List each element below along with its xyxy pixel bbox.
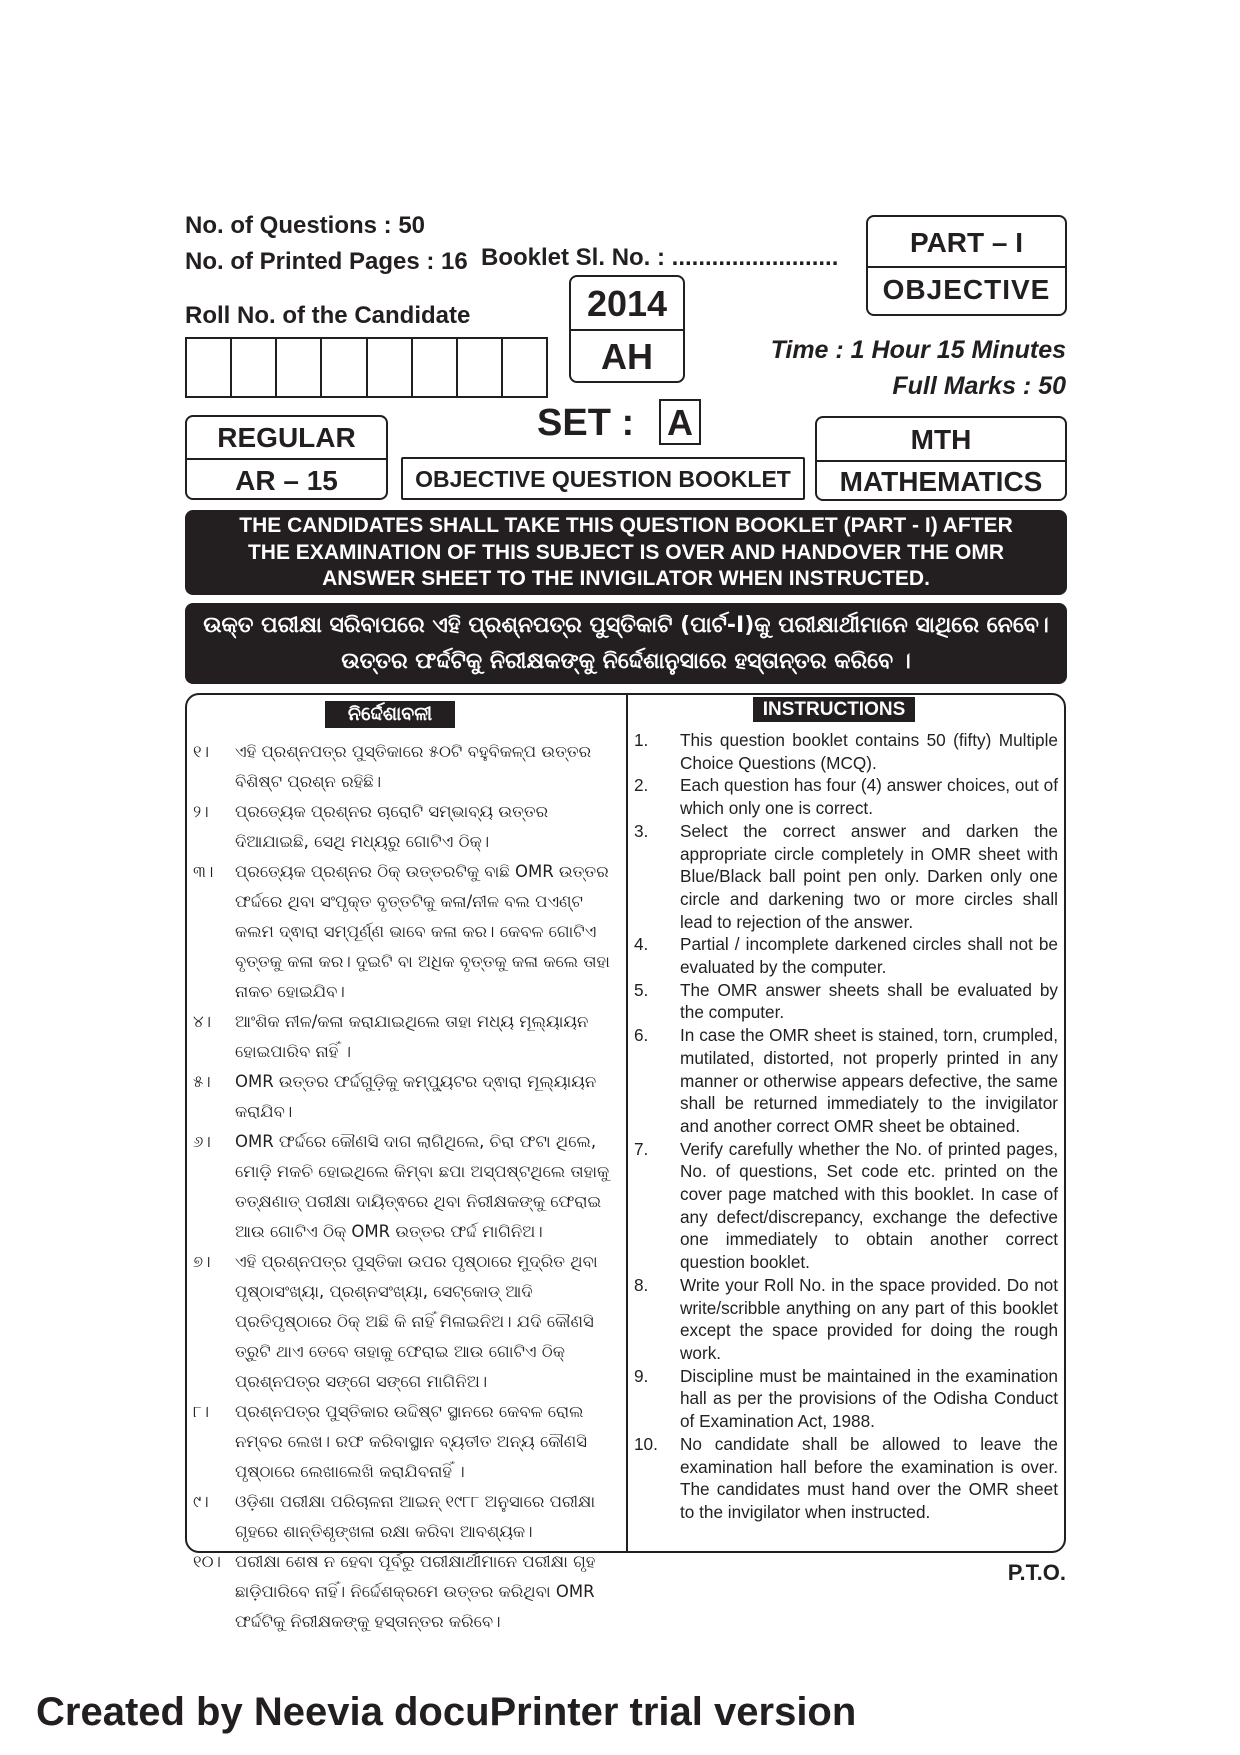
subject-code: MTH <box>910 424 972 455</box>
item-number: 3. <box>634 820 649 841</box>
english-instructions-heading: INSTRUCTIONS <box>753 697 915 722</box>
subject-box <box>815 416 1067 501</box>
time-allowed: Time : 1 Hour 15 Minutes <box>770 336 1066 364</box>
item-text: ପ୍ରଶ୍ନପତ୍ର ପୁସ୍ତିକାର ଉଦ୍ଦିଷ୍ଟ ସ୍ଥାନରେ କେବଳ ରୋଲ ନମ୍ବର ଲେଖ। ରଫ କରିବାସ୍ଥାନ ବ୍ୟତୀତ ଅନ୍ୟ କୌଣସି ପୃଷ୍ଠାରେ ଲେଖାଲେଖି କରାଯିବନାହିଁ । <box>235 1402 588 1481</box>
odia-instructions-list <box>193 737 613 1637</box>
item-number: ୭। <box>193 1252 211 1271</box>
item-number: 2. <box>634 775 649 796</box>
ar-code: AR – 15 <box>235 465 338 496</box>
item-number: 5. <box>634 979 649 1000</box>
part-box <box>866 215 1067 316</box>
item-text: OMR ଉତ୍ତର ଫର୍ଦ୍ଦଗୁଡ଼ିକୁ କମ୍ପ୍ୟୁଟର ଦ୍ଵାରା ମୂଲ୍ୟାୟନ କରାଯିବ। <box>235 1072 597 1121</box>
english-notice-banner <box>185 510 1067 595</box>
item-number: 6. <box>634 1025 649 1046</box>
item-number: ୧। <box>193 742 210 761</box>
item-text: In case the OMR sheet is stained, torn, crumpled, mutilated, distorted, not properly printed in any manner or otherwise appears defective, the same shall be returned immediately to the invigilator and another correct OMR sheet be obtained. <box>680 1025 1058 1136</box>
list-item <box>193 1547 613 1637</box>
objective-label: OBJECTIVE <box>882 274 1051 305</box>
item-number: ୧୦। <box>193 1552 221 1571</box>
item-text: Partial / incomplete darkened circles shall not be evaluated by the computer. <box>680 934 1058 978</box>
subject-name: MATHEMATICS <box>839 466 1043 497</box>
set-value: A <box>659 399 701 445</box>
list-item <box>634 774 1058 819</box>
list-item <box>634 933 1058 978</box>
exam-code: AH <box>601 336 653 377</box>
item-text: This question booklet contains 50 (fifty) Multiple Choice Questions (MCQ). <box>680 730 1058 773</box>
item-text: ଏହି ପ୍ରଶ୍ନପତ୍ର ପୁସ୍ତିକାରେ ୫୦ଟି ବହୁବିକଳ୍ପ ଉତ୍ତର ବିଶିଷ୍ଟ ପ୍ରଶ୍ନ ରହିଛି। <box>235 742 592 791</box>
list-item <box>193 857 613 1007</box>
item-number: ୨। <box>193 802 209 821</box>
set-label: SET : <box>537 402 635 444</box>
banner-line: ANSWER SHEET TO THE INVIGILATOR WHEN INSTRUCTED. <box>322 567 930 590</box>
item-number: ୬। <box>193 1132 211 1151</box>
odia-instructions-heading: ନିର୍ଦ୍ଦେଶାବଳୀ <box>325 701 455 728</box>
item-text: Select the correct answer and darken the appropriate circle completely in OMR sheet with Blue/Black ball point pen only. Darken only one circle and darkening two or more circles shall lead to rejection of the answer. <box>680 820 1058 932</box>
banner-line: THE CANDIDATES SHALL TAKE THIS QUESTION BOOKLET (PART - I) AFTER <box>239 514 1013 537</box>
list-item <box>193 1067 613 1127</box>
item-text: ପରୀକ୍ଷା ଶେଷ ନ ହେବା ପୂର୍ବରୁ ପରୀକ୍ଷାର୍ଥୀମାନେ ପରୀକ୍ଷା ଗୃହ ଛାଡ଼ିପାରିବେ ନାହିଁ। ନିର୍ଦ୍ଦେଶକ୍ରମେ ଉତ୍ତର କରିଥିବା OMR ଫର୍ଦ୍ଦଟିକୁ ନିରୀକ୍ଷକଙ୍କୁ ହସ୍ତାନ୍ତର କରିବେ। <box>235 1552 596 1631</box>
part-label: PART – I <box>909 227 1024 258</box>
item-number: 10. <box>634 1433 658 1454</box>
item-text: Discipline must be maintained in the examination hall as per the provisions of the Odisha Conduct of Examination Act, 1988. <box>680 1365 1058 1432</box>
item-number: 9. <box>634 1365 649 1386</box>
banner-line: THE EXAMINATION OF THIS SUBJECT IS OVER AND HANDOVER THE OMR <box>247 540 1005 564</box>
roll-number-cell[interactable] <box>187 339 232 396</box>
exam-year: 2014 <box>586 283 668 324</box>
list-item <box>634 1024 1058 1138</box>
list-item <box>634 1433 1058 1524</box>
regular-box <box>185 415 388 500</box>
booklet-type-label: OBJECTIVE QUESTION BOOKLET <box>415 466 791 492</box>
banner-line: ଉକ୍ତ ପରୀକ୍ଷା ସରିବାପରେ ଏହି ପ୍ରଶ୍ନପତ୍ର ପୁସ୍ତିକାଟି (ପାର୍ଟ-I)କୁ ପରୀକ୍ଷାର୍ଥୀମାନେ ସାଥିରେ ନେବେ। <box>203 613 1049 638</box>
printed-pages-count: No. of Printed Pages : 16 <box>185 248 468 275</box>
banner-line: ଉତ୍ତର ଫର୍ଦ୍ଦଟିକୁ ନିରୀକ୍ଷକଙ୍କୁ ନିର୍ଦ୍ଦେଶାନୁସାରେ ହସ୍ତାନ୍ତର କରିବେ । <box>341 649 911 674</box>
questions-count: No. of Questions : 50 <box>185 212 426 239</box>
item-text: No candidate shall be allowed to leave the examination hall before the examination is over. The candidates must hand over the OMR sheet to the invigilator when instructed. <box>680 1433 1058 1522</box>
roll-number-cell[interactable] <box>277 339 322 396</box>
list-item <box>193 737 613 797</box>
watermark-text: Created by Neevia docuPrinter trial version <box>36 1690 857 1734</box>
regular-label: REGULAR <box>217 422 356 453</box>
item-number: ୩। <box>193 862 214 881</box>
list-item <box>193 1247 613 1397</box>
roll-number-cell[interactable] <box>413 339 458 396</box>
list-item <box>634 1138 1058 1274</box>
item-number: ୪। <box>193 1012 212 1031</box>
booklet-serial-number: Booklet Sl. No. : ......................... <box>481 244 839 271</box>
list-item <box>193 1397 613 1487</box>
item-text: ପ୍ରତ୍ୟେକ ପ୍ରଶ୍ନର ଚାରୋଟି ସମ୍ଭାବ୍ୟ ଉତ୍ତର ଦିଆଯାଇଛି, ସେଥି ମଧ୍ୟରୁ ଗୋଟିଏ ଠିକ୍। <box>235 802 549 851</box>
list-item <box>634 979 1058 1024</box>
roll-number-cell[interactable] <box>232 339 277 396</box>
roll-number-grid[interactable] <box>185 337 548 398</box>
item-text: ଏହି ପ୍ରଶ୍ନପତ୍ର ପୁସ୍ତିକା ଉପର ପୃଷ୍ଠାରେ ମୁଦ୍ରିତ ଥିବା ପୃଷ୍ଠାସଂଖ୍ୟା, ପ୍ରଶ୍ନସଂଖ୍ୟା, ସେଟ୍‌କୋଡ୍ ଆଦି ପ୍ରତିପୃଷ୍ଠାରେ ଠିକ୍ ଅଛି କି ନାହିଁ ମିଳାଇନିଅ। ଯଦି କୌଣସି ତ୍ରୁଟି ଥାଏ ତେବେ ତାହାକୁ ଫେରାଇ ଆଉ ଗୋଟିଏ ଠିକ୍ ପ୍ରଶ୍ନପତ୍ର ସଙ୍ଗେ ସଙ୍ଗେ ମାଗିନିଅ। <box>235 1252 598 1391</box>
item-number: 7. <box>634 1138 649 1159</box>
item-number: ୫। <box>193 1072 211 1091</box>
item-text: ପ୍ରତ୍ୟେକ ପ୍ରଶ୍ନର ଠିକ୍ ଉତ୍ତରଟିକୁ ବାଛି OMR ଉତ୍ତର ଫର୍ଦ୍ଦରେ ଥିବା ସଂପୃକ୍ତ ବୃତ୍ତଟିକୁ କଳା/ନୀଳ ବଲ ପଏଣ୍ଟ କଲମ ଦ୍ଵାରା ସମ୍ପୂର୍ଣ୍ଣ ଭାବେ କଳା କର। କେବଳ ଗୋଟିଏ ବୃତ୍ତକୁ କଳା କର। ଦୁଇଟି ବା ଅଧିକ ବୃତ୍ତକୁ କଳା କଲେ ତାହା ନାକଚ ହୋଇଯିବ। <box>235 862 610 1001</box>
list-item <box>634 1274 1058 1365</box>
item-text: ଓଡ଼ିଶା ପରୀକ୍ଷା ପରିଚାଳନା ଆଇନ୍ ୧୯୮୮ ଅନୁସାରେ ପରୀକ୍ଷା ଗୃହରେ ଶାନ୍ତିଶୃଙ୍ଖଳା ରକ୍ଷା କରିବା ଆବଶ୍ୟକ। <box>235 1492 596 1541</box>
booklet-type-box <box>401 457 805 500</box>
pto-label: P.T.O. <box>1007 1560 1066 1585</box>
roll-number-cell[interactable] <box>458 339 503 396</box>
roll-number-label: Roll No. of the Candidate <box>185 302 471 329</box>
list-item <box>634 1365 1058 1433</box>
year-code-box <box>569 275 685 383</box>
list-item <box>193 1007 613 1067</box>
column-divider <box>626 693 628 1553</box>
item-number: 1. <box>634 730 649 750</box>
list-item <box>634 729 1058 774</box>
full-marks: Full Marks : 50 <box>892 372 1066 400</box>
roll-number-cell[interactable] <box>322 339 367 396</box>
list-item <box>634 820 1058 934</box>
item-number: 4. <box>634 934 649 955</box>
item-number: ୯। <box>193 1492 209 1511</box>
item-text: Each question has four (4) answer choices, out of which only one is correct. <box>680 775 1058 819</box>
roll-number-cell[interactable] <box>368 339 413 396</box>
item-text: ଆଂଶିକ ନୀଳ/କଳା କରାଯାଇଥିଲେ ତାହା ମଧ୍ୟ ମୂଲ୍ୟାୟନ ହୋଇପାରିବ ନାହିଁ । <box>235 1012 589 1061</box>
item-text: Verify carefully whether the No. of printed pages, No. of questions, Set code etc. printed on the cover page matched with this booklet. In case of any defect/discrepancy, exchange the defective one immediately to obtain another correct question booklet. <box>680 1138 1058 1273</box>
odia-notice-banner <box>185 603 1067 684</box>
item-text: Write your Roll No. in the space provided. Do not write/scribble anything on any part of this booklet except the space provided for doing the rough work. <box>680 1274 1058 1363</box>
item-number: ୮। <box>193 1402 210 1421</box>
list-item <box>193 797 613 857</box>
roll-number-cell[interactable] <box>503 339 546 396</box>
item-text: The OMR answer sheets shall be evaluated by the computer. <box>680 979 1058 1023</box>
english-instructions-list <box>634 729 1058 1524</box>
item-number: 8. <box>634 1274 649 1295</box>
list-item <box>193 1487 613 1547</box>
item-text: OMR ଫର୍ଦ୍ଦରେ କୌଣସି ଦାଗ ଲାଗିଥିଲେ, ଚିରା ଫଟା ଥିଲେ, ମୋଡ଼ି ମକଚି ହୋଇଥିଲେ କିମ୍ବା ଛପା ଅସ୍ପଷ୍ଟଥିଲେ ତାହାକୁ ତତ୍‌କ୍ଷଣାତ୍ ପରୀକ୍ଷା ଦାୟିତ୍ଵରେ ଥିବା ନିରୀକ୍ଷକଙ୍କୁ ଫେରାଇ ଆଉ ଗୋଟିଏ ଠିକ୍ OMR ଉତ୍ତର ଫର୍ଦ୍ଦ ମାଗିନିଅ। <box>235 1132 610 1241</box>
list-item <box>193 1127 613 1247</box>
